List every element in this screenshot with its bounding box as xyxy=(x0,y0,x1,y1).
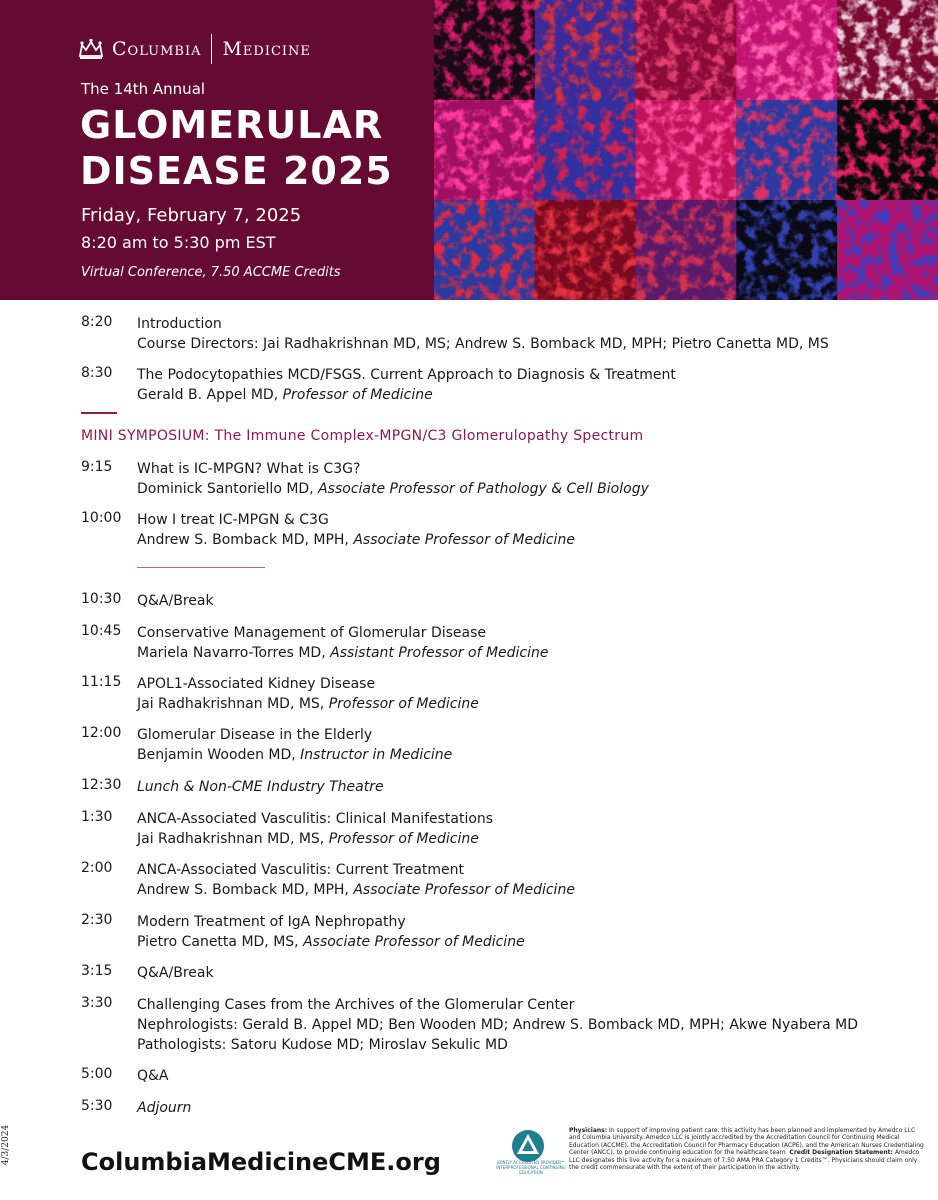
event-time: 8:20 am to 5:30 pm EST xyxy=(81,233,276,252)
session-time: 12:30 xyxy=(81,777,122,793)
event-title-line2: DISEASE 2025 xyxy=(80,149,393,193)
session-time: 8:20 xyxy=(81,314,113,330)
section-divider xyxy=(81,412,117,414)
session-speaker: Jai Radhakrishnan MD, MS, xyxy=(137,831,329,847)
mosaic-tile-pattern xyxy=(837,100,938,200)
event-date: Friday, February 7, 2025 xyxy=(81,205,302,226)
session-role: Associate Professor of Medicine xyxy=(353,532,575,548)
session-title: APOL1-Associated Kidney Disease xyxy=(137,676,376,692)
session-role: Professor of Medicine xyxy=(328,831,479,847)
session-role: Professor of Medicine xyxy=(328,696,479,712)
header-banner xyxy=(0,0,938,300)
mini-symposium-heading: MINI SYMPOSIUM: The Immune Complex-MPGN/C3 Glomerulopathy Spectrum xyxy=(81,428,644,444)
print-date: 4/3/2024 xyxy=(1,1124,12,1166)
session-speaker-pathologists: Pathologists: Satoru Kudose MD; Miroslav Sekulic MD xyxy=(137,1037,508,1053)
brand-medicine: Medicine xyxy=(222,38,311,60)
session-speaker: Jai Radhakrishnan MD, MS, xyxy=(137,696,329,712)
session-role: Associate Professor of Pathology & Cell Biology xyxy=(318,481,649,497)
credit-text: Amedco LLC designates this live activity for a maximum of 7.50 AMA PRA Category 1 Credits™. Physicians should claim only the credit commensurate with the extent of their participation in the activity. xyxy=(569,1149,920,1172)
session-title: Introduction xyxy=(137,316,222,332)
accreditation-statement xyxy=(569,1127,927,1171)
session-time: 12:00 xyxy=(81,725,122,741)
event-title-line1: GLOMERULAR xyxy=(80,103,384,147)
session-title: Modern Treatment of IgA Nephropathy xyxy=(137,914,406,930)
columbia-medicine-logo xyxy=(78,34,311,64)
mosaic-tile-pattern xyxy=(636,100,737,200)
session-title: Glomerular Disease in the Elderly xyxy=(137,727,373,743)
session-role: Instructor in Medicine xyxy=(300,747,453,763)
session-title: Adjourn xyxy=(137,1100,192,1116)
session-speaker: Course Directors: Jai Radhakrishnan MD, MS; Andrew S. Bomback MD, MPH; Pietro Canetta MD, MS xyxy=(137,336,829,352)
session-speaker: Andrew S. Bomback MD, MPH, xyxy=(137,532,354,548)
session-time: 10:30 xyxy=(81,591,122,607)
session-role: Associate Professor of Medicine xyxy=(303,934,525,950)
session-time: 2:00 xyxy=(81,860,113,876)
mosaic-tile-pattern xyxy=(736,0,837,100)
session-speaker: Nephrologists: Gerald B. Appel MD; Ben Wooden MD; Andrew S. Bomback MD, MPH; Akwe Nyabera MD xyxy=(137,1017,859,1033)
session-title: Q&A xyxy=(137,1068,169,1084)
brand-columbia: Columbia xyxy=(112,38,202,60)
session-speaker: Dominick Santoriello MD, xyxy=(137,481,319,497)
physicians-text: In support of improving patient care, this activity has been planned and implemented by Amedco LLC and Columbia University. Amedco LLC is jointly accredited by the Accreditation Council for Continuing Medical Education (ACCME), the Accreditation Council for Pharmacy Education (ACPE), and the American Nurses Credentialing Center (ANCC), to provide continuing education for the healthcare team. xyxy=(569,1127,924,1157)
session-role: Professor of Medicine xyxy=(282,387,433,403)
session-title: ANCA-Associated Vasculitis: Current Treatment xyxy=(137,862,464,878)
session-title: ANCA-Associated Vasculitis: Clinical Manifestations xyxy=(137,811,494,827)
mosaic-tile-pattern xyxy=(535,0,636,100)
event-title xyxy=(80,102,393,194)
session-time: 3:30 xyxy=(81,995,113,1011)
session-title: Conservative Management of Glomerular Disease xyxy=(137,625,487,641)
session-title: What is IC-MPGN? What is C3G? xyxy=(137,461,361,477)
credit-label: Credit Designation Statement: xyxy=(789,1149,893,1157)
session-time: 1:30 xyxy=(81,809,113,825)
session-title: Lunch & Non-CME Industry Theatre xyxy=(137,779,384,795)
mosaic-tile-pattern xyxy=(636,0,737,100)
website-link[interactable]: ColumbiaMedicineCME.org xyxy=(81,1148,441,1176)
mosaic-tile-pattern xyxy=(434,200,535,300)
session-speaker: Andrew S. Bomback MD, MPH, xyxy=(137,882,354,898)
logo-caption: JOINTLY ACCREDITED PROVIDER™ INTERPROFESSIONAL CONTINUING EDUCATION xyxy=(496,1160,566,1175)
mosaic-tile-pattern xyxy=(434,0,535,100)
crown-icon xyxy=(78,38,104,60)
physicians-label: Physicians: xyxy=(569,1127,608,1134)
session-speaker: Benjamin Wooden MD, xyxy=(137,747,301,763)
mosaic-tile-pattern xyxy=(736,100,837,200)
session-title: Q&A/Break xyxy=(137,593,214,609)
event-virtual: Virtual Conference, 7.50 ACCME Credits xyxy=(81,265,341,280)
mosaic-tile-pattern xyxy=(837,200,938,300)
session-speaker: Pietro Canetta MD, MS, xyxy=(137,934,304,950)
session-time: 11:15 xyxy=(81,674,122,690)
mosaic-tile-pattern xyxy=(736,200,837,300)
mosaic-tile-pattern xyxy=(837,0,938,100)
session-speaker: Gerald B. Appel MD, xyxy=(137,387,283,403)
session-title: How I treat IC-MPGN & C3G xyxy=(137,512,329,528)
session-title: Q&A/Break xyxy=(137,965,214,981)
session-role: Assistant Professor of Medicine xyxy=(330,645,549,661)
session-time: 3:15 xyxy=(81,963,113,979)
symposium-end-divider xyxy=(137,567,265,568)
session-time: 5:00 xyxy=(81,1066,113,1082)
session-speaker: Mariela Navarro-Torres MD, xyxy=(137,645,331,661)
session-time: 2:30 xyxy=(81,912,113,928)
event-annual: The 14th Annual xyxy=(81,80,206,98)
brand-divider xyxy=(211,34,212,64)
microscopy-mosaic-image xyxy=(434,0,938,300)
mosaic-tile-pattern xyxy=(535,200,636,300)
mosaic-tile-pattern xyxy=(434,100,535,200)
session-time: 9:15 xyxy=(81,459,113,475)
mosaic-tile-pattern xyxy=(535,100,636,200)
session-role: Associate Professor of Medicine xyxy=(353,882,575,898)
session-title: The Podocytopathies MCD/FSGS. Current Approach to Diagnosis & Treatment xyxy=(137,367,676,383)
session-time: 10:45 xyxy=(81,623,122,639)
session-time: 8:30 xyxy=(81,365,113,381)
session-time: 10:00 xyxy=(81,510,122,526)
session-time: 5:30 xyxy=(81,1098,113,1114)
session-title: Challenging Cases from the Archives of the Glomerular Center xyxy=(137,997,575,1013)
mosaic-tile-pattern xyxy=(636,200,737,300)
